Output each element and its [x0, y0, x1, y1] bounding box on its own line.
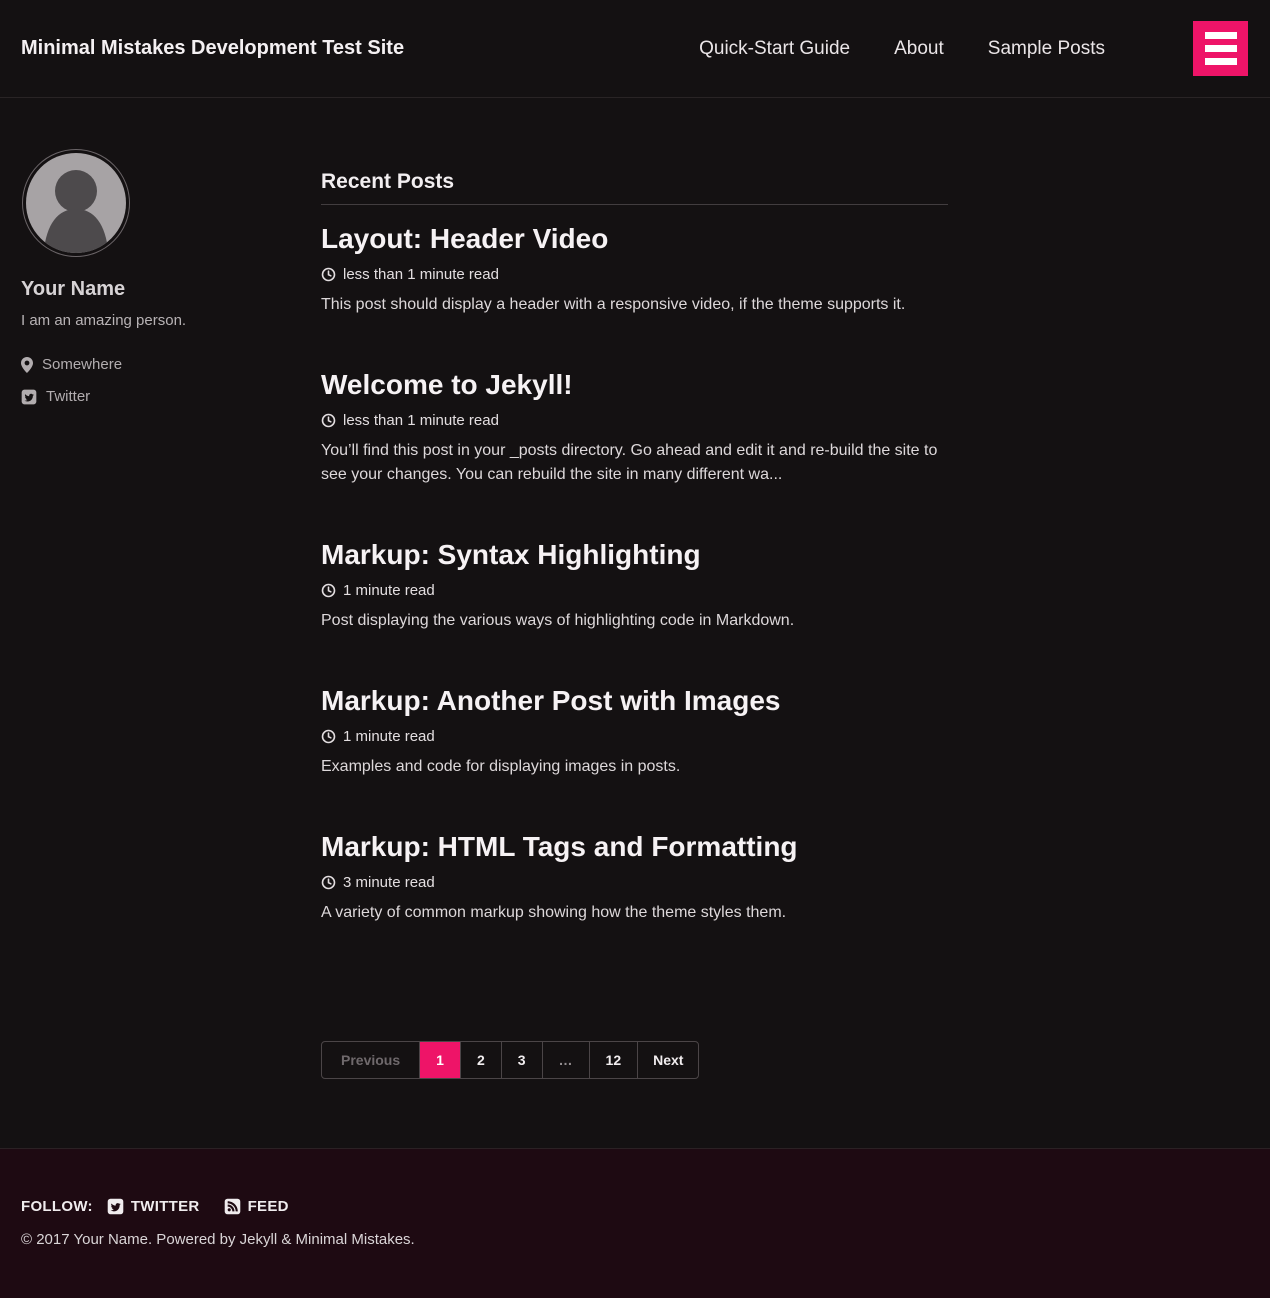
twitter-icon: [21, 389, 37, 405]
post-excerpt: You’ll find this post in your _posts directory. Go ahead and edit it and re-build the site to see your changes. You can rebuild the site in many different wa...: [321, 442, 938, 483]
post-meta: [321, 265, 948, 283]
post-entry: [321, 369, 948, 487]
post-excerpt: Examples and code for displaying images in posts.: [321, 758, 681, 775]
post-entry: [321, 223, 948, 317]
footer-twitter-link[interactable]: [107, 1198, 200, 1215]
post-title-link[interactable]: Markup: Syntax Highlighting: [321, 539, 701, 570]
author-twitter-label: Twitter: [46, 388, 91, 405]
author-sidebar: [21, 148, 271, 405]
follow-label: FOLLOW:: [21, 1198, 93, 1215]
twitter-icon: [107, 1198, 124, 1215]
read-time: 1 minute read: [343, 581, 435, 599]
pagination-page-12[interactable]: 12: [589, 1042, 638, 1078]
clock-icon: [321, 413, 336, 428]
clock-icon: [321, 875, 336, 890]
author-location: [21, 356, 271, 373]
author-location-label: Somewhere: [42, 356, 123, 373]
footer-feed-label: FEED: [247, 1198, 289, 1215]
author-bio: I am an amazing person.: [21, 312, 187, 329]
location-pin-icon: [21, 357, 33, 373]
masthead: [0, 0, 1270, 98]
rss-icon: [224, 1198, 241, 1215]
masthead-nav: [699, 21, 1248, 76]
post-meta: [321, 873, 948, 891]
clock-icon: [321, 583, 336, 598]
author-links: [21, 356, 271, 405]
post-title-link[interactable]: Welcome to Jekyll!: [321, 369, 573, 400]
post-excerpt: A variety of common markup showing how the theme styles them.: [321, 904, 787, 921]
read-time: 3 minute read: [343, 873, 435, 891]
author-name: Your Name: [21, 278, 126, 300]
post-meta: [321, 581, 948, 599]
footer-twitter-label: TWITTER: [130, 1198, 200, 1215]
read-time: less than 1 minute read: [343, 411, 499, 429]
clock-icon: [321, 729, 336, 744]
pagination-previous: Previous: [341, 1052, 401, 1068]
main-column: [321, 98, 948, 1079]
author-twitter-link[interactable]: [21, 388, 271, 405]
nav-item-sample-posts[interactable]: Sample Posts: [987, 37, 1105, 59]
footer: [0, 1148, 1270, 1298]
read-time: 1 minute read: [343, 727, 435, 745]
copyright-text: © 2017 Your Name. Powered by Jekyll & Minimal Mistakes.: [21, 1231, 415, 1248]
pagination: [321, 1041, 699, 1079]
post-entry: [321, 685, 948, 779]
pagination-page-1[interactable]: 1: [419, 1042, 460, 1078]
content-area: [0, 98, 1270, 1148]
post-list: [321, 223, 948, 925]
footer-follow-row: [21, 1198, 1249, 1215]
nav-item-about[interactable]: About: [894, 37, 944, 59]
page-heading: Recent Posts: [321, 170, 948, 205]
post-title-link[interactable]: Layout: Header Video: [321, 223, 609, 254]
menu-toggle-button[interactable]: [1193, 21, 1248, 76]
post-meta: [321, 411, 948, 429]
pagination-next[interactable]: Next: [637, 1042, 698, 1078]
author-avatar: [21, 148, 131, 258]
post-meta: [321, 727, 948, 745]
site-title-link[interactable]: Minimal Mistakes Development Test Site: [21, 37, 405, 59]
post-title-link[interactable]: Markup: Another Post with Images: [321, 685, 781, 716]
footer-feed-link[interactable]: [224, 1198, 289, 1215]
clock-icon: [321, 267, 336, 282]
pagination-ellipsis: …: [542, 1042, 589, 1078]
nav-item-quick-start-guide[interactable]: Quick-Start Guide: [699, 37, 851, 59]
read-time: less than 1 minute read: [343, 265, 499, 283]
post-entry: [321, 831, 948, 925]
post-entry: [321, 539, 948, 633]
pagination-page-3[interactable]: 3: [501, 1042, 542, 1078]
post-excerpt: Post displaying the various ways of highlighting code in Markdown.: [321, 612, 795, 629]
pagination-page-2[interactable]: 2: [460, 1042, 501, 1078]
post-title-link[interactable]: Markup: HTML Tags and Formatting: [321, 831, 798, 862]
post-excerpt: This post should display a header with a responsive video, if the theme supports it.: [321, 296, 906, 313]
